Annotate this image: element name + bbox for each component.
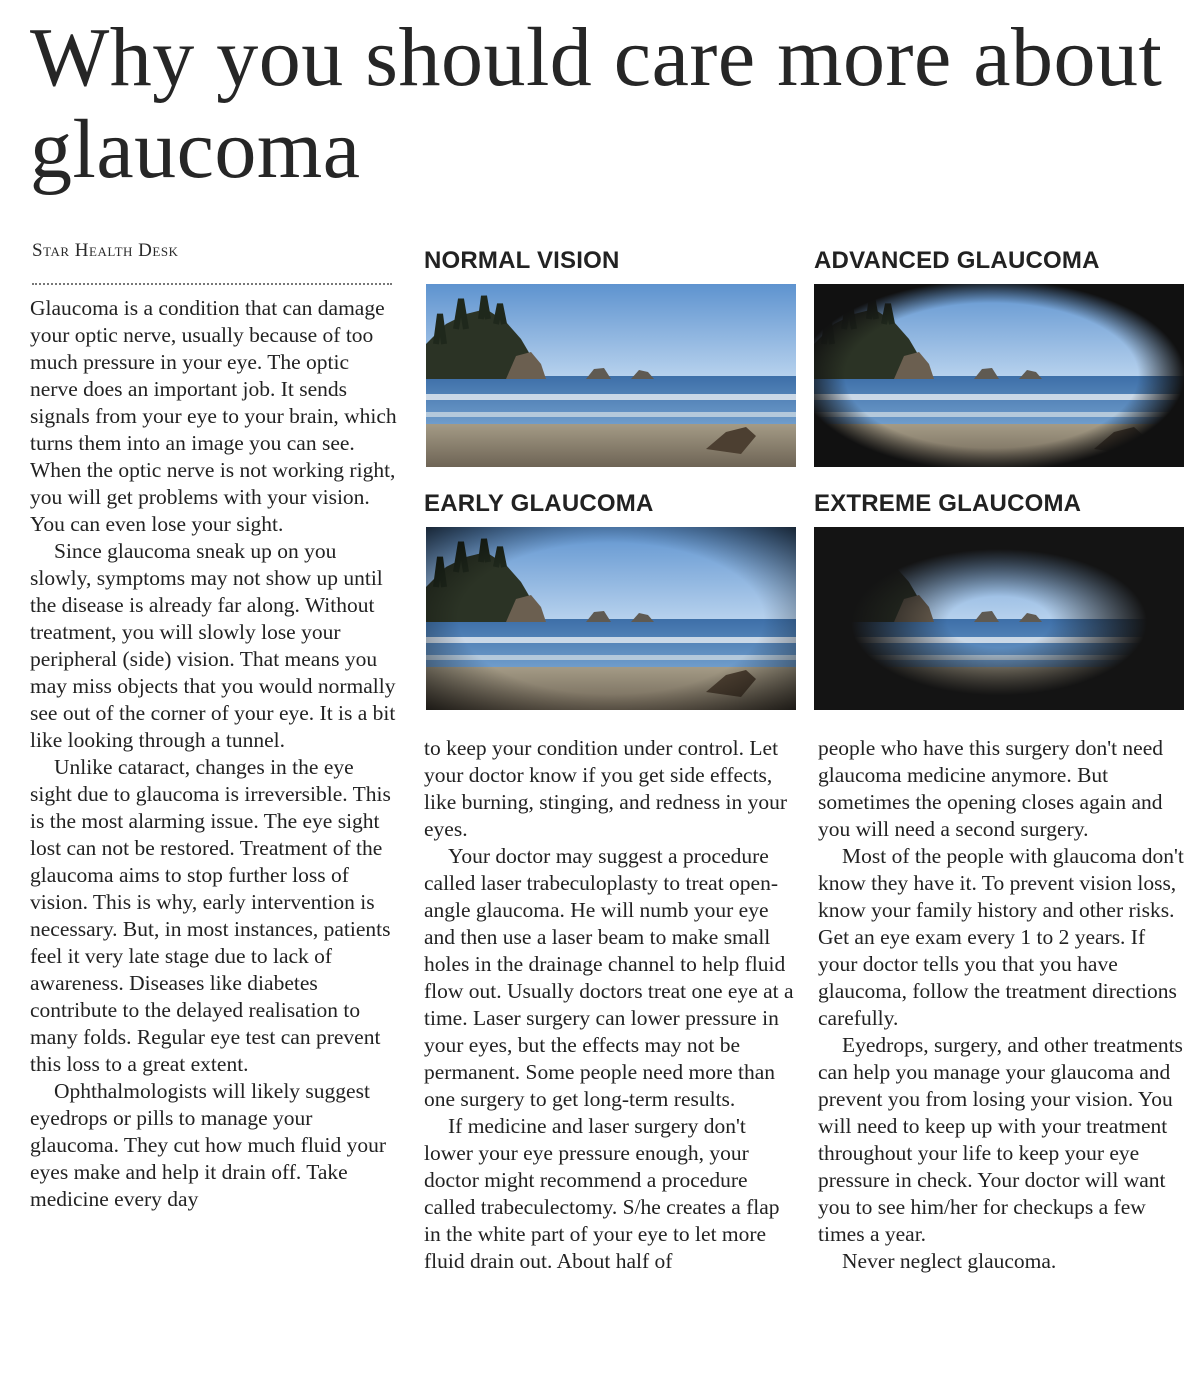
paragraph: Never neglect glaucoma.: [842, 1249, 1057, 1273]
image-normal-vision: [426, 284, 796, 467]
label-normal-vision: NORMAL VISION: [424, 247, 620, 274]
label-extreme-glaucoma: EXTREME GLAUCOMA: [814, 490, 1082, 517]
image-early-glaucoma: [426, 527, 796, 710]
image-advanced-glaucoma: [814, 284, 1184, 467]
byline: Star Health Desk: [32, 240, 179, 261]
paragraph: to keep your condition under control. Let your doctor know if you get side effects, like burning, stinging, and redness in your eyes.: [424, 736, 788, 841]
paragraph: Most of the people with glaucoma don't know they have it. To prevent vision loss, know your family history and other risks. Get an eye exam every 1 to 2 years. If your doctor tells you that you have glaucoma, follow the treatment directions carefully.: [818, 844, 1184, 1030]
headline: Why you should care more about glaucoma: [30, 11, 1163, 196]
paragraph: Ophthalmologists will likely suggest eyedrops or pills to manage your glaucoma. They cut how much fluid your eyes make and help it drain off. Take medicine every day: [30, 1079, 387, 1211]
column-1: [30, 295, 398, 1213]
image-extreme-glaucoma: [814, 527, 1184, 710]
column-3: [818, 735, 1184, 1275]
label-advanced-glaucoma: ADVANCED GLAUCOMA: [814, 247, 1100, 274]
paragraph: If medicine and laser surgery don't lower your eye pressure enough, your doctor might recommend a procedure called trabeculectomy. S/he creates a flap in the white part of your eye to let more fluid drain out. About half of: [424, 1114, 780, 1273]
paragraph: Eyedrops, surgery, and other treatments can help you manage your glaucoma and prevent you from losing your vision. You will need to keep up with your treatment throughout your life to keep your eye pressure in check. Your doctor will want you to see him/her for checkups a few times a year.: [818, 1033, 1183, 1246]
column-2: [424, 735, 796, 1275]
paragraph: Glaucoma is a condition that can damage your optic nerve, usually because of too much pressure in your eye. The optic nerve does an important job. It sends signals from your eye to your brain, which turns them into an image you can see. When the optic nerve is not working right, you will get problems with your vision. You can even lose your sight.: [30, 296, 397, 536]
dotted-divider: [32, 283, 392, 285]
paragraph: Unlike cataract, changes in the eye sight due to glaucoma is irreversible. This is the most alarming issue. The eye sight lost can not be restored. Treatment of the glaucoma aims to stop further loss of vision. This is why, early intervention is necessary. But, in most instances, patients feel it very late stage due to lack of awareness. Diseases like diabetes contribute to the delayed realisation to many folds. Regular eye test can prevent this loss to a great extent.: [30, 755, 391, 1076]
paragraph: people who have this surgery don't need glaucoma medicine anymore. But sometimes the opening closes again and you will need a second surgery.: [818, 736, 1164, 841]
paragraph: Your doctor may suggest a procedure called laser trabeculoplasty to treat open-angle glaucoma. He will numb your eye and then use a laser beam to make small holes in the drainage channel to help fluid flow out. Usually doctors treat one eye at a time. Laser surgery can lower pressure in your eyes, but the effects may not be permanent. Some people need more than one surgery to get long-term results.: [424, 844, 794, 1111]
label-early-glaucoma: EARLY GLAUCOMA: [424, 490, 654, 517]
paragraph: Since glaucoma sneak up on you slowly, symptoms may not show up until the disease is already far along. Without treatment, you will slowly lose your peripheral (side) vision. That means you may miss objects that you would normally see out of the corner of your eye. It is a bit like looking through a tunnel.: [30, 539, 396, 752]
